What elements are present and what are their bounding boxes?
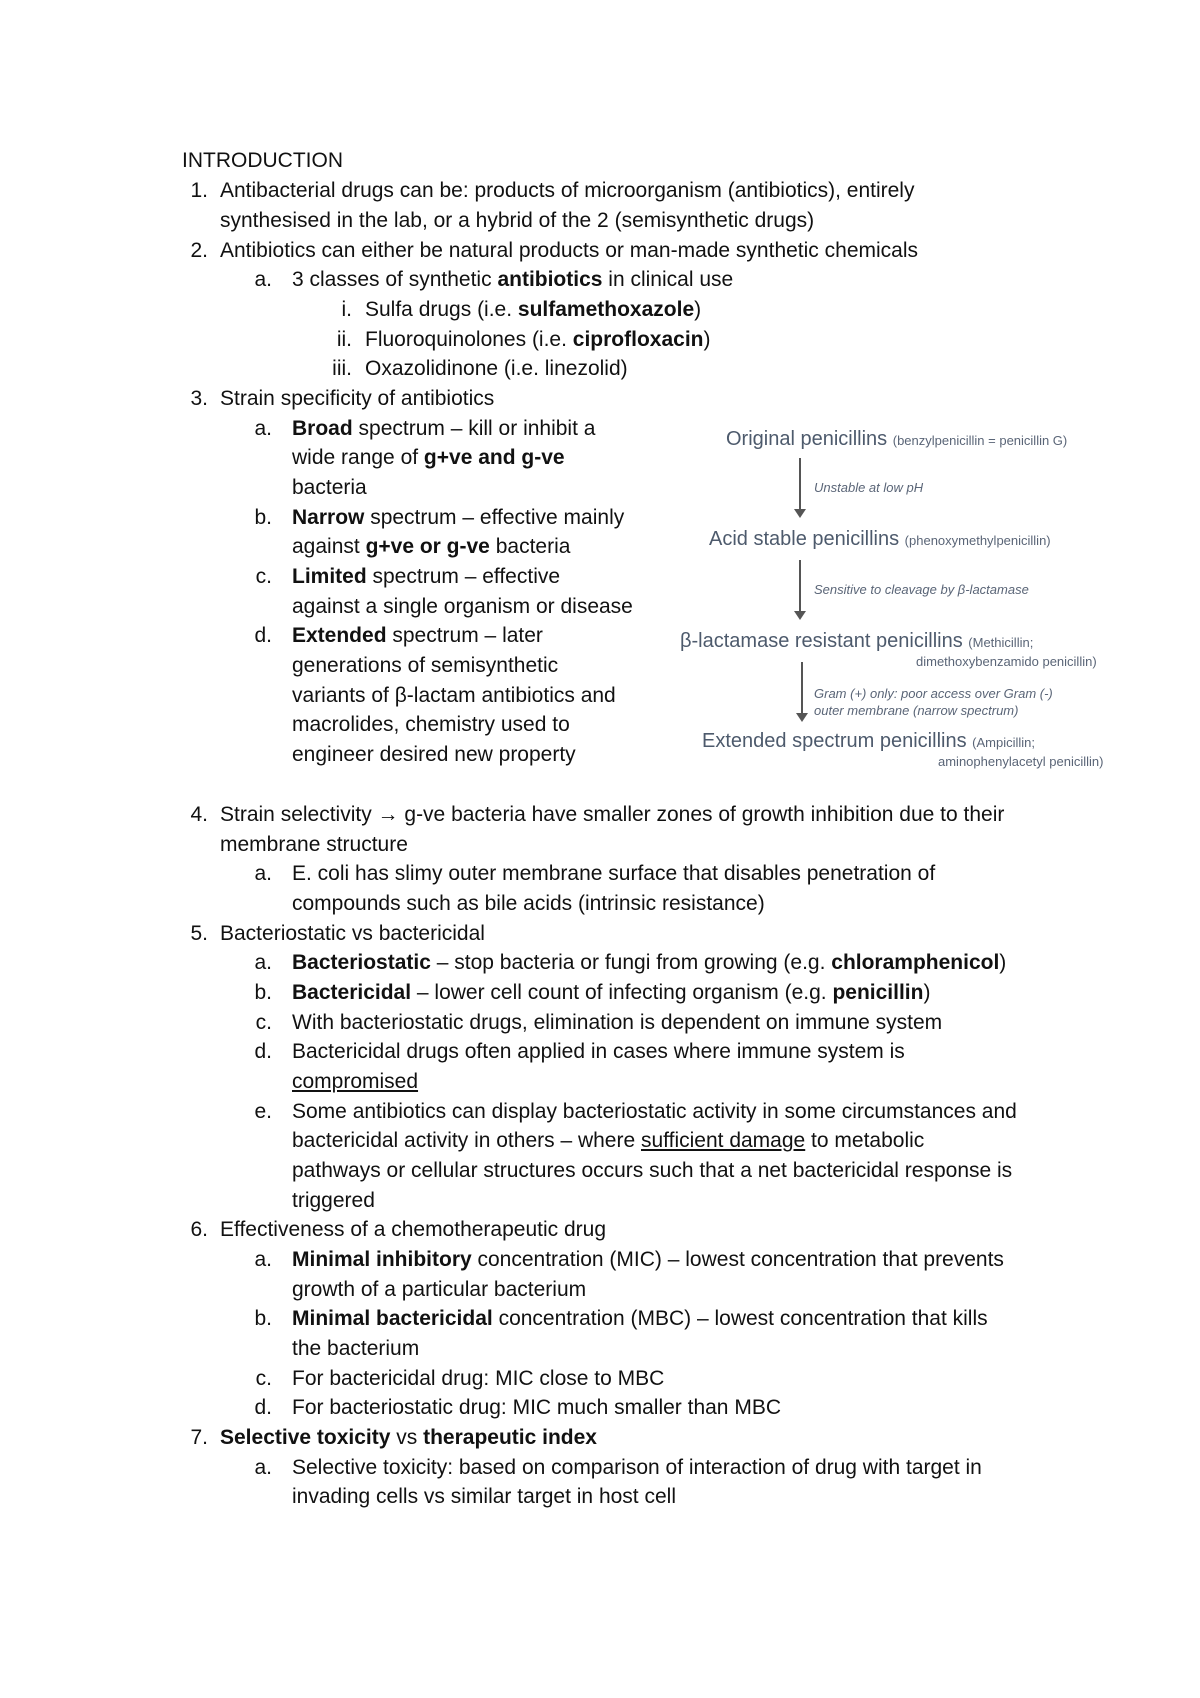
list-number: c. (255, 1367, 272, 1390)
arrow-down-icon (799, 458, 801, 510)
list-item-text: triggered (292, 1189, 375, 1212)
list-number: i. (341, 298, 352, 321)
list-item-text: Bacteriostatic vs bactericidal (220, 922, 485, 945)
list-item-text: compounds such as bile acids (intrinsic resistance) (292, 892, 765, 915)
list-item-text: the bacterium (292, 1337, 420, 1360)
list-number: 5. (190, 922, 208, 945)
list-number: 4. (190, 803, 208, 826)
list-item-text: Antibacterial drugs can be: products of microorganism (antibiotics), entirely (220, 179, 915, 202)
list-item-text: variants of β-lactam antibiotics and (292, 684, 616, 707)
list-number: b. (254, 981, 272, 1004)
list-item-text: For bacteriostatic drug: MIC much smaller than MBC (292, 1396, 781, 1419)
arrow-down-icon (799, 560, 801, 612)
diagram-edge-label: Sensitive to cleavage by β-lactamase (814, 582, 1029, 597)
diagram-node-subtitle: dimethoxybenzamido penicillin) (916, 654, 1097, 669)
list-item-text: Bactericidal – lower cell count of infecting organism (e.g. penicillin) (292, 981, 931, 1004)
diagram-node-subtitle: aminophenylacetyl penicillin) (938, 754, 1104, 769)
diagram-node-extended-spectrum: Extended spectrum penicillins (Ampicillin; (702, 730, 1035, 752)
list-item-text: Strain selectivity → g-ve bacteria have smaller zones of growth inhibition due to their (220, 803, 1005, 826)
list-item-text: Strain specificity of antibiotics (220, 387, 495, 410)
diagram-edge-label: Unstable at low pH (814, 480, 924, 495)
diagram-node-original: Original penicillins (benzylpenicillin = penicillin G) (726, 428, 1068, 450)
list-item-text: macrolides, chemistry used to (292, 713, 570, 736)
list-number: 2. (190, 239, 208, 262)
list-number: ii. (336, 328, 352, 351)
list-item-text: generations of semisynthetic (292, 654, 559, 677)
list-item-text: Selective toxicity: based on comparison of interaction of drug with target in (292, 1456, 982, 1479)
list-number: 3. (190, 387, 208, 410)
list-item-text: engineer desired new property (292, 743, 576, 766)
list-number: a. (254, 1248, 272, 1271)
list-item-text: wide range of g+ve and g-ve (292, 446, 565, 469)
list-number: a. (254, 1456, 272, 1479)
list-item-text: Fluoroquinolones (i.e. ciprofloxacin) (365, 328, 711, 351)
list-number: a. (254, 951, 272, 974)
list-item-text: Broad spectrum – kill or inhibit a (292, 417, 596, 440)
list-number: e. (254, 1100, 272, 1123)
list-item-text: Limited spectrum – effective (292, 565, 561, 588)
list-item-text: With bacteriostatic drugs, elimination is dependent on immune system (292, 1011, 943, 1034)
diagram-node-acid-stable: Acid stable penicillins (phenoxymethylpenicillin) (709, 528, 1051, 550)
arrow-down-icon (801, 662, 803, 714)
list-item-text: Minimal inhibitory concentration (MIC) – lowest concentration that prevents (292, 1248, 1004, 1271)
list-number: b. (254, 1307, 272, 1330)
list-item-text: Narrow spectrum – effective mainly (292, 506, 625, 529)
list-item-text: growth of a particular bacterium (292, 1278, 587, 1301)
list-item-text: Minimal bactericidal concentration (MBC) – lowest concentration that kills (292, 1307, 988, 1330)
list-item-text: synthesised in the lab, or a hybrid of the 2 (semisynthetic drugs) (220, 209, 815, 232)
list-number: iii. (332, 357, 352, 380)
list-item-text: invading cells vs similar target in host cell (292, 1485, 676, 1508)
list-item-text: For bactericidal drug: MIC close to MBC (292, 1367, 665, 1390)
list-number: b. (254, 506, 272, 529)
diagram-edge-label: outer membrane (narrow spectrum) (814, 703, 1019, 718)
list-item-text: Some antibiotics can display bacteriostatic activity in some circumstances and (292, 1100, 1017, 1123)
diagram-edge-label: Gram (+) only: poor access over Gram (-) (814, 686, 1053, 701)
list-item-text: compromised (292, 1070, 419, 1093)
list-number: 1. (190, 179, 208, 202)
list-item-text: Effectiveness of a chemotherapeutic drug (220, 1218, 607, 1241)
diagram-node-beta-lactamase-resistant: β-lactamase resistant penicillins (Methicillin; (680, 630, 1034, 652)
list-number: d. (254, 1396, 272, 1419)
list-item-text: membrane structure (220, 833, 408, 856)
list-item-text: Bacteriostatic – stop bacteria or fungi from growing (e.g. chloramphenicol) (292, 951, 1007, 974)
list-item-text: Extended spectrum – later (292, 624, 543, 647)
section-heading: INTRODUCTION (182, 149, 343, 172)
list-number: d. (254, 624, 272, 647)
list-number: c. (255, 1011, 272, 1034)
list-number: c. (255, 565, 272, 588)
list-item-text: Bactericidal drugs often applied in cases where immune system is (292, 1040, 905, 1063)
list-number: a. (254, 268, 272, 291)
list-item-text: bactericidal activity in others – where sufficient damage to metabolic (292, 1129, 925, 1152)
list-item-text: against a single organism or disease (292, 595, 633, 618)
list-item-text: Antibiotics can either be natural products or man-made synthetic chemicals (220, 239, 919, 262)
list-number: 7. (190, 1426, 208, 1449)
list-item-text: bacteria (292, 476, 367, 499)
list-item-text: against g+ve or g-ve bacteria (292, 535, 571, 558)
list-item-text: E. coli has slimy outer membrane surface that disables penetration of (292, 862, 936, 885)
list-number: d. (254, 1040, 272, 1063)
list-number: 6. (190, 1218, 208, 1241)
list-item-text: Sulfa drugs (i.e. sulfamethoxazole) (365, 298, 702, 321)
list-item-text: Selective toxicity vs therapeutic index (220, 1426, 597, 1449)
list-item-text: pathways or cellular structures occurs such that a net bactericidal response is (292, 1159, 1013, 1182)
list-item-text: 3 classes of synthetic antibiotics in clinical use (292, 268, 734, 291)
list-number: a. (254, 417, 272, 440)
list-item-text: Oxazolidinone (i.e. linezolid) (365, 357, 628, 380)
list-number: a. (254, 862, 272, 885)
